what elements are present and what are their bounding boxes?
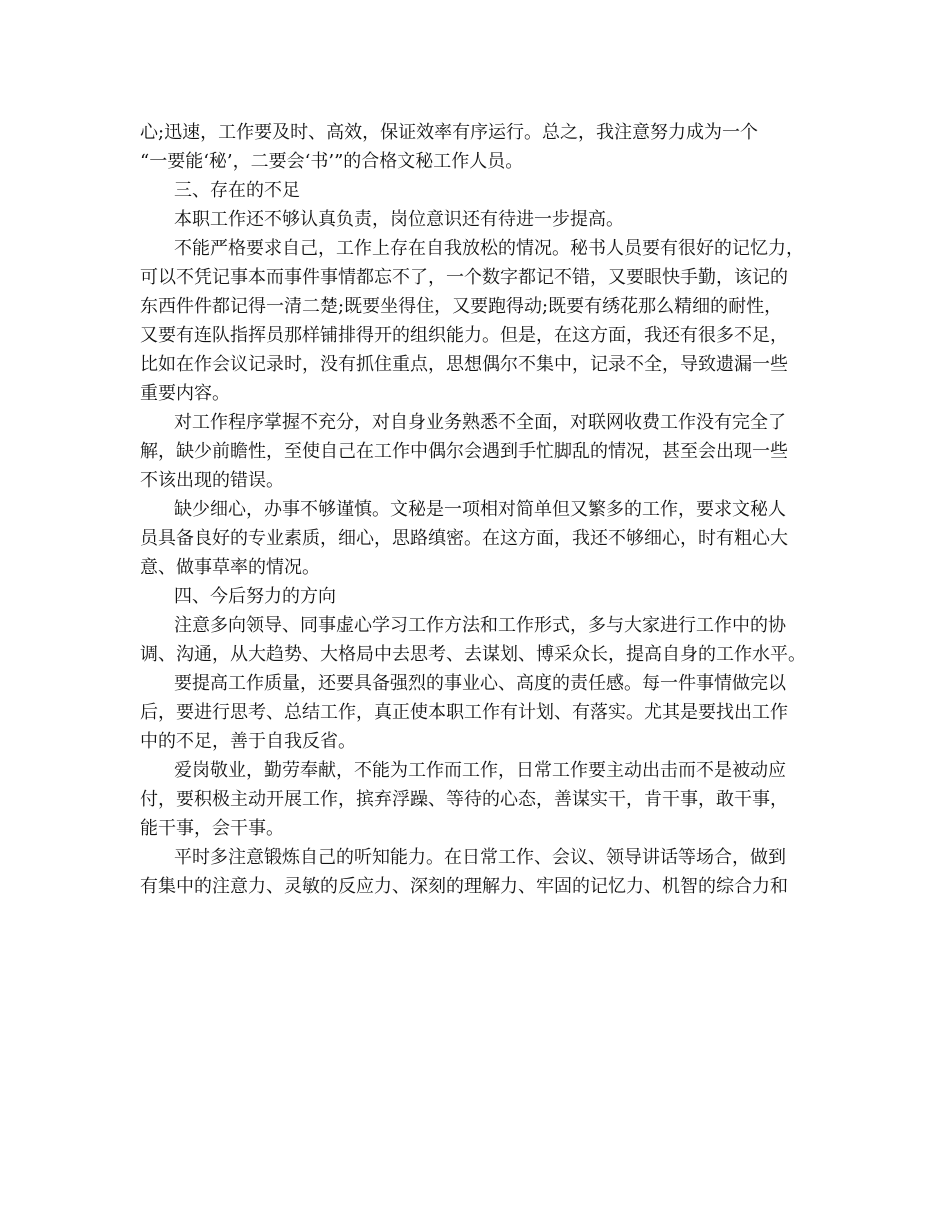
text-line: 调、沟通，从大趋势、大格局中去思考、去谋划、博采众长，提高自身的工作水平。 xyxy=(140,644,806,665)
text-line: 重要内容。 xyxy=(140,383,230,404)
text-line: “一要能‘秘’，二要会‘书’”的合格文秘工作人员。 xyxy=(140,151,524,172)
text-line: 爱岗敬业，勤劳奉献，不能为工作而工作，日常工作要主动出击而不是被动应 xyxy=(174,760,786,781)
text-line: 注意多向领导、同事虚心学习工作方法和工作形式，多与大家进行工作中的协 xyxy=(174,615,786,636)
text-line: 要提高工作质量，还要具备强烈的事业心、高度的责任感。每一件事情做完以 xyxy=(174,673,786,694)
text-line: 付，要积极主动开展工作，摈弃浮躁、等待的心态，善谋实干，肯干事，敢干事， xyxy=(140,789,788,810)
text-line: 又要有连队指挥员那样铺排得开的组织能力。但是，在这方面，我还有很多不足， xyxy=(140,325,788,346)
text-line: 解，缺少前瞻性，至使自己在工作中偶尔会遇到手忙脚乱的情况，甚至会出现一些 xyxy=(140,441,788,462)
text-line: 不该出现的错误。 xyxy=(140,470,284,491)
text-line: 意、做事草率的情况。 xyxy=(140,557,320,578)
text-line: 后，要进行思考、总结工作，真正使本职工作有计划、有落实。尤其是要找出工作 xyxy=(140,702,788,723)
text-line: 不能严格要求自己，工作上存在自我放松的情况。秘书人员要有很好的记忆力， xyxy=(174,238,804,259)
document-body xyxy=(140,118,820,901)
section-heading: 三、存在的不足 xyxy=(174,180,300,201)
text-line: 可以不凭记事本而事件事情都忘不了，一个数字都记不错，又要眼快手勤，该记的 xyxy=(140,267,788,288)
text-line: 心;迅速，工作要及时、高效，保证效率有序运行。总之，我注意努力成为一个 xyxy=(140,122,759,143)
text-line: 能干事，会干事。 xyxy=(140,818,284,839)
text-line: 有集中的注意力、灵敏的反应力、深刻的理解力、牢固的记忆力、机智的综合力和 xyxy=(140,876,788,897)
text-line: 东西件件都记得一清二楚;既要坐得住，又要跑得动;既要有绣花那么精细的耐性， xyxy=(140,296,783,317)
text-line: 平时多注意锻炼自己的听知能力。在日常工作、会议、领导讲话等场合，做到 xyxy=(174,847,786,868)
text-line: 对工作程序掌握不充分，对自身业务熟悉不全面，对联网收费工作没有完全了 xyxy=(174,412,786,433)
text-line: 员具备良好的专业素质，细心，思路缜密。在这方面，我还不够细心，时有粗心大 xyxy=(140,528,788,549)
text-line: 本职工作还不够认真负责，岗位意识还有待进一步提高。 xyxy=(174,209,624,230)
section-heading: 四、今后努力的方向 xyxy=(174,586,336,607)
text-line: 缺少细心，办事不够谨慎。文秘是一项相对简单但又繁多的工作，要求文秘人 xyxy=(174,499,786,520)
text-line: 中的不足，善于自我反省。 xyxy=(140,731,356,752)
text-line: 比如在作会议记录时，没有抓住重点，思想偶尔不集中，记录不全，导致遗漏一些 xyxy=(140,354,788,375)
